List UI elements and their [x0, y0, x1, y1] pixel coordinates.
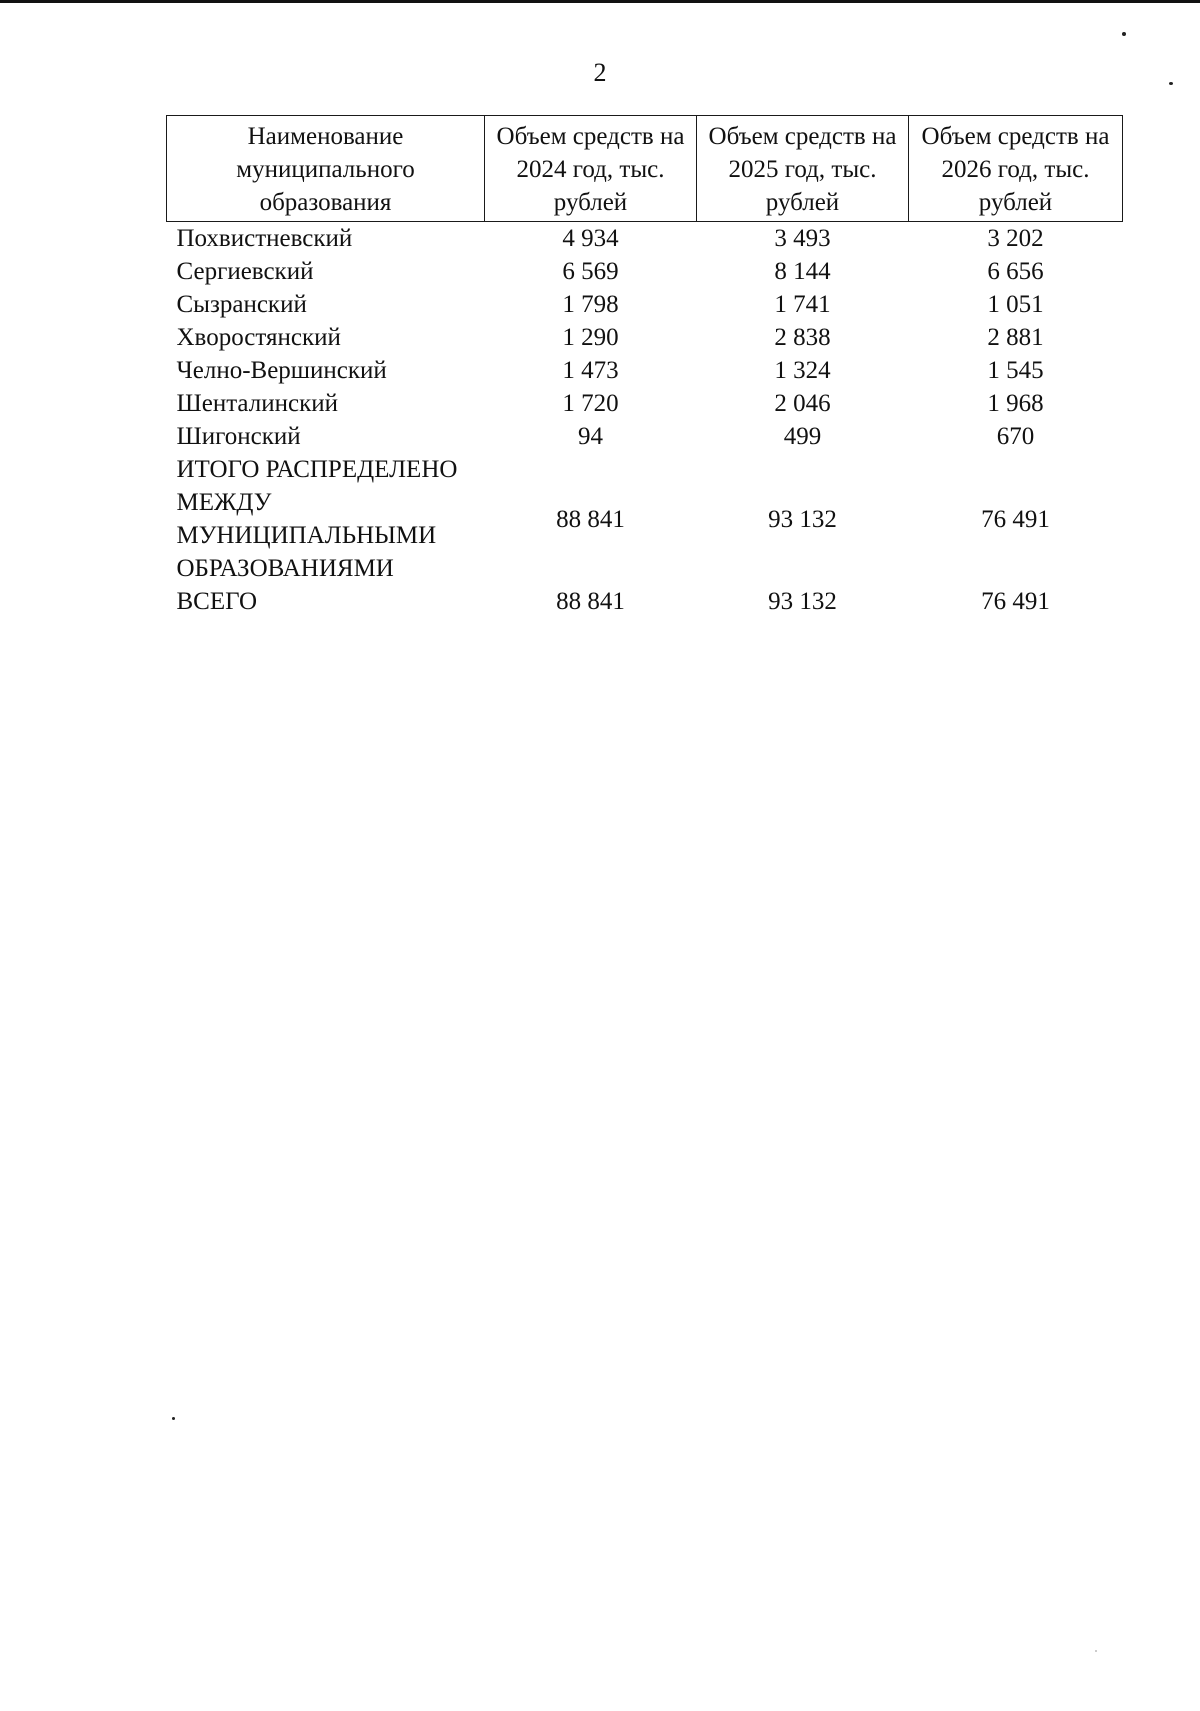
- header-volume-2026: Объем средств на 2026 год, тыс. рублей: [909, 116, 1123, 222]
- row-municipality-name: Сызранский: [176, 291, 307, 318]
- row-value-2024: 88 841: [556, 505, 625, 533]
- row-value-2026: 6 656: [987, 258, 1044, 285]
- row-municipality-name: Челно-Вершинский: [176, 357, 387, 384]
- row-value-2025: 1 324: [774, 357, 831, 384]
- scan-border-line: [0, 0, 1200, 3]
- row-municipality-name: Шенталинский: [176, 390, 338, 417]
- row-value-2025: 93 132: [768, 505, 837, 533]
- header-municipality: Наименование муниципального образования: [167, 116, 485, 222]
- row-value-2026: 1 545: [987, 357, 1044, 384]
- row-value-2026: 670: [996, 423, 1035, 450]
- row-value-2025: 8 144: [774, 258, 831, 285]
- row-value-2024: 88 841: [556, 588, 625, 615]
- row-value-2026: 1 968: [987, 390, 1044, 417]
- allocation-table-container: [166, 115, 1122, 618]
- table-row-distributed-total: [167, 453, 1123, 585]
- row-municipality-name: Шигонский: [176, 423, 301, 450]
- row-value-2026: 76 491: [981, 588, 1050, 615]
- scan-faint-mark: [1095, 1650, 1097, 1652]
- table-row: [167, 321, 1123, 354]
- row-value-2025: 499: [783, 423, 822, 450]
- row-value-2026: 3 202: [987, 225, 1044, 252]
- row-municipality-name: Хворостянский: [176, 324, 341, 351]
- table-row: [167, 354, 1123, 387]
- row-grand-total-label: ВСЕГО: [176, 588, 258, 615]
- row-value-2026: 1 051: [987, 291, 1044, 318]
- row-value-2026: 2 881: [987, 324, 1044, 351]
- row-value-2026: 76 491: [981, 505, 1050, 533]
- row-value-2025: 3 493: [774, 225, 831, 252]
- row-value-2025: 93 132: [768, 588, 837, 615]
- header-volume-2025: Объем средств на 2025 год, тыс. рублей: [697, 116, 909, 222]
- table-row: [167, 288, 1123, 321]
- row-municipality-name: Сергиевский: [176, 258, 314, 285]
- header-volume-2024: Объем средств на 2024 год, тыс. рублей: [485, 116, 697, 222]
- table-row: [167, 387, 1123, 420]
- table-row-grand-total: [167, 585, 1123, 618]
- row-value-2025: 2 046: [774, 390, 831, 417]
- row-value-2025: 2 838: [774, 324, 831, 351]
- row-value-2025: 1 741: [774, 291, 831, 318]
- row-value-2024: 1 798: [562, 291, 619, 318]
- row-value-2024: 4 934: [562, 225, 619, 252]
- row-value-2024: 1 473: [562, 357, 619, 384]
- allocation-table: [166, 115, 1123, 618]
- table-row: [167, 420, 1123, 453]
- row-value-2024: 6 569: [562, 258, 619, 285]
- row-total-distributed-label: ИТОГО РАСПРЕДЕЛЕНО МЕЖДУ МУНИЦИПАЛЬНЫМИ ОБРАЗОВАНИЯМИ: [176, 456, 458, 582]
- row-value-2024: 94: [578, 423, 603, 450]
- table-row: [167, 255, 1123, 288]
- page-number: 2: [593, 58, 607, 87]
- row-municipality-name: Похвистневский: [176, 225, 353, 252]
- table-row: [167, 222, 1123, 256]
- table-header-row: [167, 116, 1123, 222]
- scan-speck: [172, 1417, 175, 1420]
- scan-speck: [1122, 32, 1126, 36]
- row-value-2024: 1 290: [562, 324, 619, 351]
- row-value-2024: 1 720: [562, 390, 619, 417]
